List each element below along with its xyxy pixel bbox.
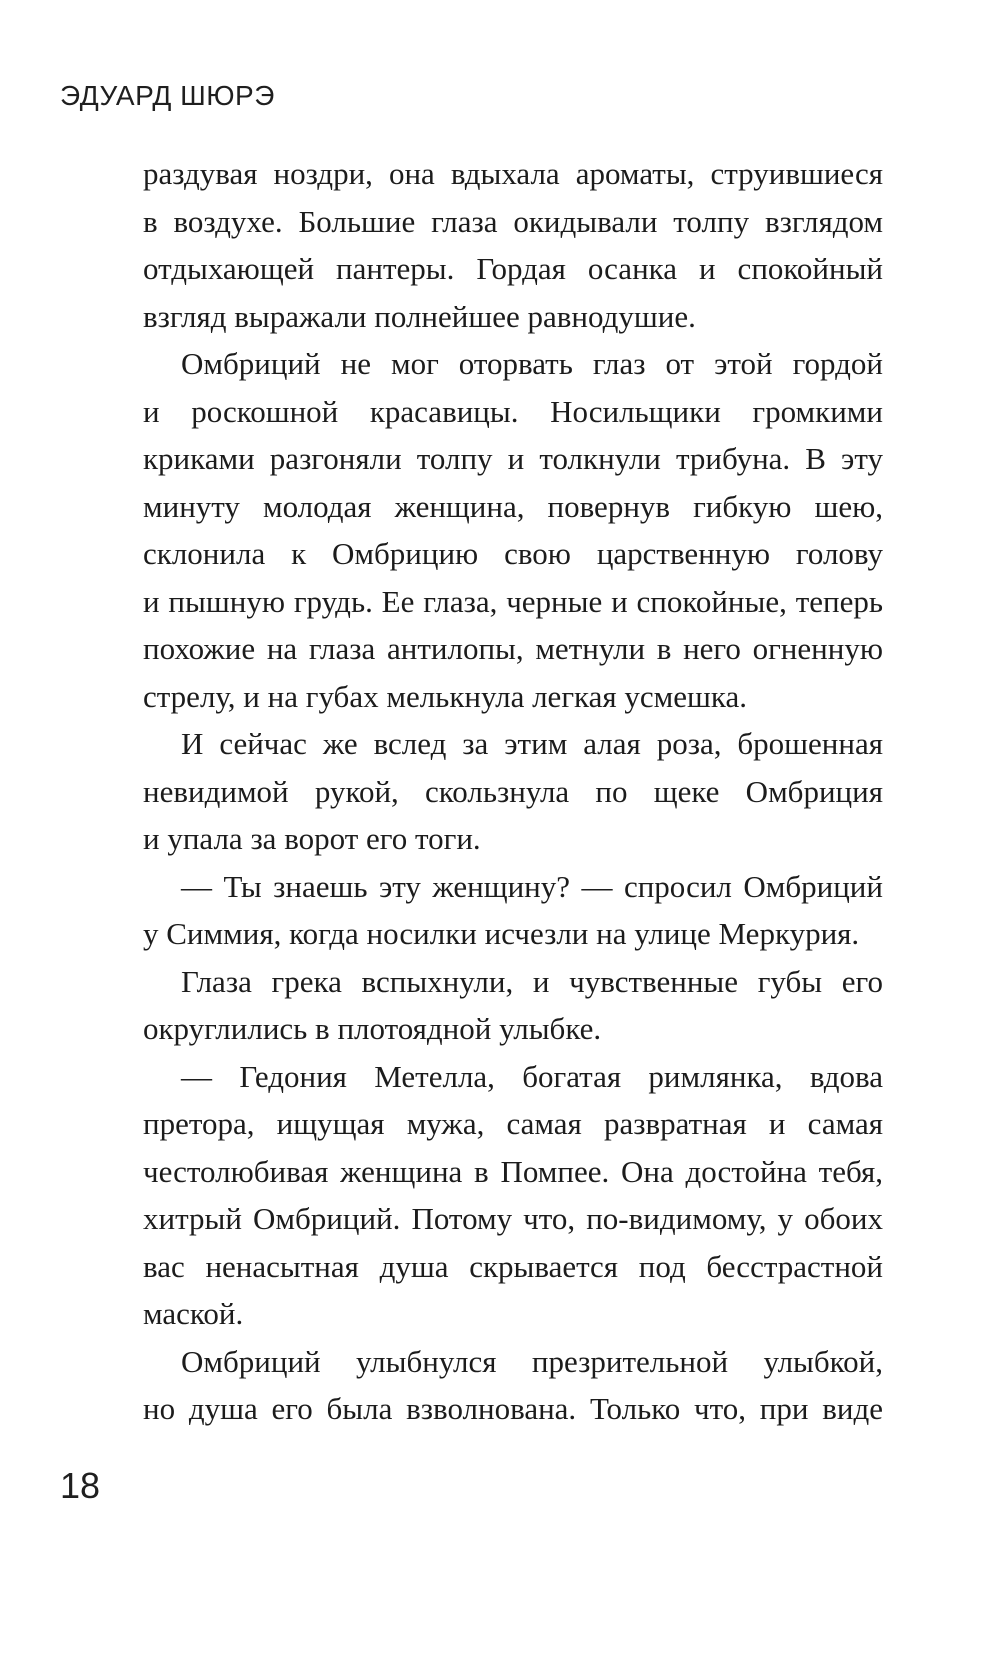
text-line: претора, ищущая мужа, самая развратная и самая <box>143 1106 883 1141</box>
text-line: и упала за ворот его тоги. <box>143 821 481 856</box>
text-line: хитрый Омбриций. Потому что, по-видимому, у обоих <box>143 1201 883 1236</box>
page-number: 18 <box>60 1465 101 1506</box>
text-line: склонила к Омбрицию свою царственную голову <box>143 536 883 571</box>
text-line: раздувая ноздри, она вдыхала ароматы, струившиеся <box>143 156 883 191</box>
text-line: и пышную грудь. Ее глаза, черные и спокойные, теперь <box>143 583 883 619</box>
text-line: криками разгоняли толпу и толкнули трибуна. В эту <box>143 441 883 476</box>
body-text <box>143 150 883 1433</box>
text-line: отдыхающей пантеры. Гордая осанка и спокойный <box>143 251 883 286</box>
paragraph-first-line: Омбриций улыбнулся презрительной улыбкой, <box>181 1343 883 1379</box>
text-line: округлились в плотоядной улыбке. <box>143 1011 602 1046</box>
text-line: в воздухе. Большие глаза окидывали толпу взглядом <box>143 203 883 239</box>
text-line: похожие на глаза антилопы, метнули в него огненную <box>143 631 883 666</box>
paragraph-first-line: — Гедония Метелла, богатая римлянка, вдова <box>181 1058 883 1094</box>
text-line: маской. <box>143 1296 244 1331</box>
paragraph-first-line: Глаза грека вспыхнули, и чувственные губы его <box>181 963 883 999</box>
text-line: невидимой рукой, скользнула по щеке Омбриция <box>143 773 883 809</box>
running-header-author: ЭДУАРД ШЮРЭ <box>60 80 275 111</box>
text-line: взгляд выражали полнейшее равнодушие. <box>143 298 696 334</box>
text-line: но душа его была взволнована. Только что, при виде <box>143 1391 883 1426</box>
text-line: вас ненасытная душа скрывается под бесстрастной <box>143 1248 883 1284</box>
text-line: минуту молодая женщина, повернув гибкую шею, <box>143 488 883 524</box>
text-line: стрелу, и на губах мелькнула легкая усмешка. <box>143 678 748 714</box>
text-line: честолюбивая женщина в Помпее. Она достойна тебя, <box>143 1153 883 1189</box>
paragraph-first-line: — Ты знаешь эту женщину? — спросил Омбриций <box>181 868 883 904</box>
text-line: у Симмия, когда носилки исчезли на улице Меркурия. <box>143 916 860 951</box>
paragraph-first-line: И сейчас же вслед за этим алая роза, брошенная <box>181 726 883 761</box>
paragraph-first-line: Омбриций не мог оторвать глаз от этой гордой <box>181 346 883 381</box>
text-line: и роскошной красавицы. Носильщики громкими <box>143 393 883 429</box>
